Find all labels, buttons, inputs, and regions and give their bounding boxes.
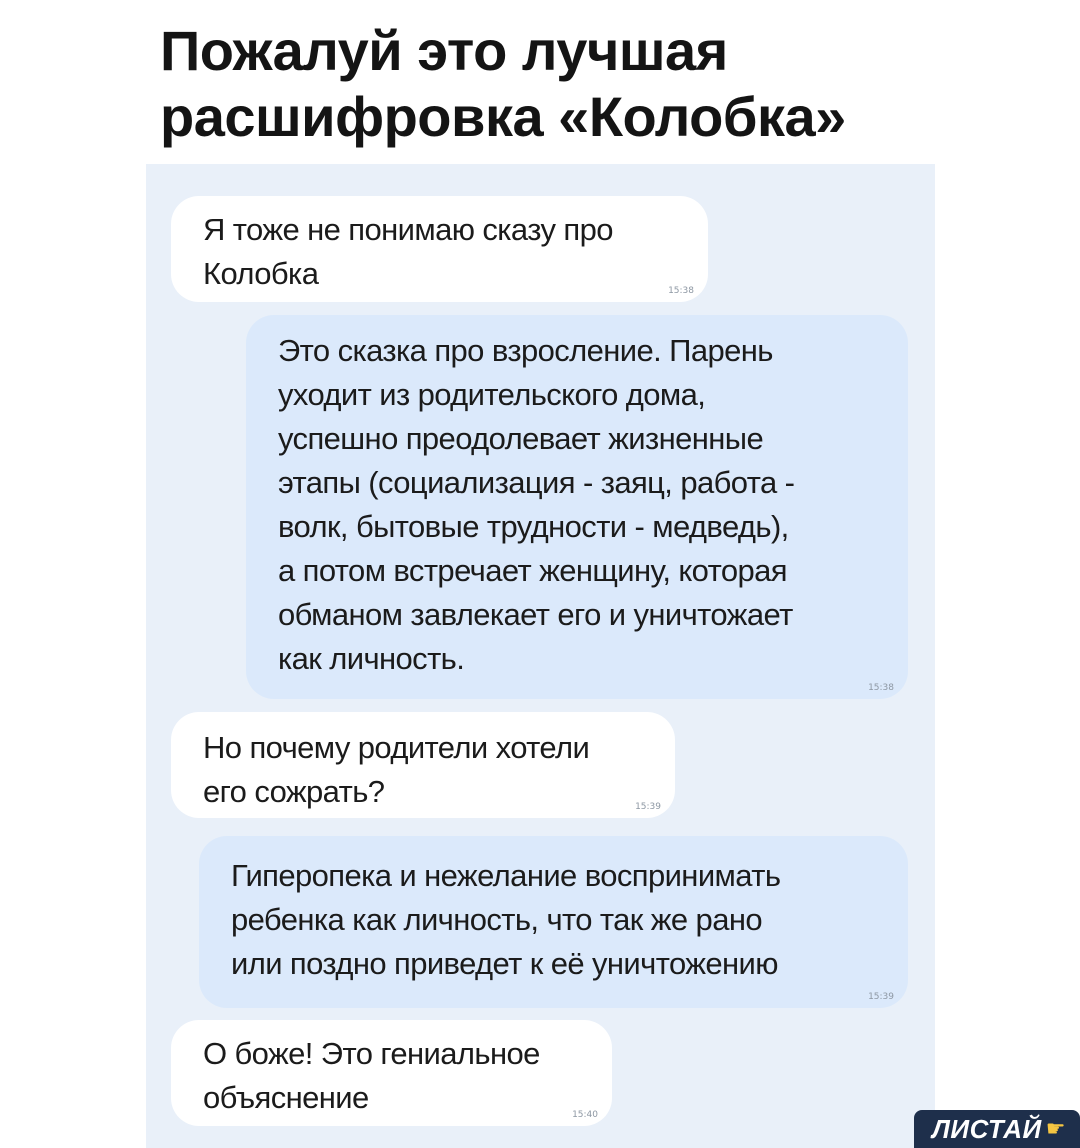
message-line: как личность.	[278, 641, 465, 676]
message-line: обманом завлекает его и уничтожает	[278, 597, 793, 632]
brand-label: ЛИСТАЙ	[932, 1113, 1042, 1144]
message-line: волк, бытовые трудности - медведь),	[278, 509, 789, 544]
message-line: успешно преодолевает жизненные	[278, 421, 764, 456]
message-incoming-1	[171, 196, 708, 302]
message-outgoing-1	[246, 315, 908, 699]
message-line: О боже! Это гениальное	[203, 1036, 540, 1071]
brand-badge[interactable]	[914, 1110, 1080, 1148]
message-line: или поздно приведет к её уничтожению	[231, 946, 778, 981]
message-line: этапы (социализация - заяц, работа -	[278, 465, 795, 500]
title-line-1: Пожалуй это лучшая	[160, 19, 728, 82]
message-line: уходит из родительского дома,	[278, 377, 706, 412]
message-line: Колобка	[203, 256, 319, 291]
message-line: Но почему родители хотели	[203, 730, 590, 765]
message-timestamp: 15:38	[668, 286, 694, 296]
message-incoming-3	[171, 1020, 612, 1126]
message-timestamp: 15:38	[868, 683, 894, 693]
title-line-2: расшифровка «Колобка»	[160, 85, 846, 148]
message-line: ребенка как личность, что так же рано	[231, 902, 763, 937]
message-outgoing-2	[199, 836, 908, 1008]
message-line: Это сказка про взросление. Парень	[278, 333, 773, 368]
message-line: а потом встречает женщину, которая	[278, 553, 787, 588]
message-line: Гиперопека и нежелание воспринимать	[231, 858, 781, 893]
message-timestamp: 15:39	[635, 802, 661, 812]
pointing-hand-icon: ☛	[1045, 1116, 1066, 1141]
message-line: его сожрать?	[203, 774, 385, 809]
message-line: Я тоже не понимаю сказу про	[203, 212, 613, 247]
page-title	[160, 18, 1040, 150]
message-incoming-2	[171, 712, 675, 818]
message-timestamp: 15:39	[868, 992, 894, 1002]
message-line: объяснение	[203, 1080, 369, 1115]
message-timestamp: 15:40	[572, 1110, 598, 1120]
